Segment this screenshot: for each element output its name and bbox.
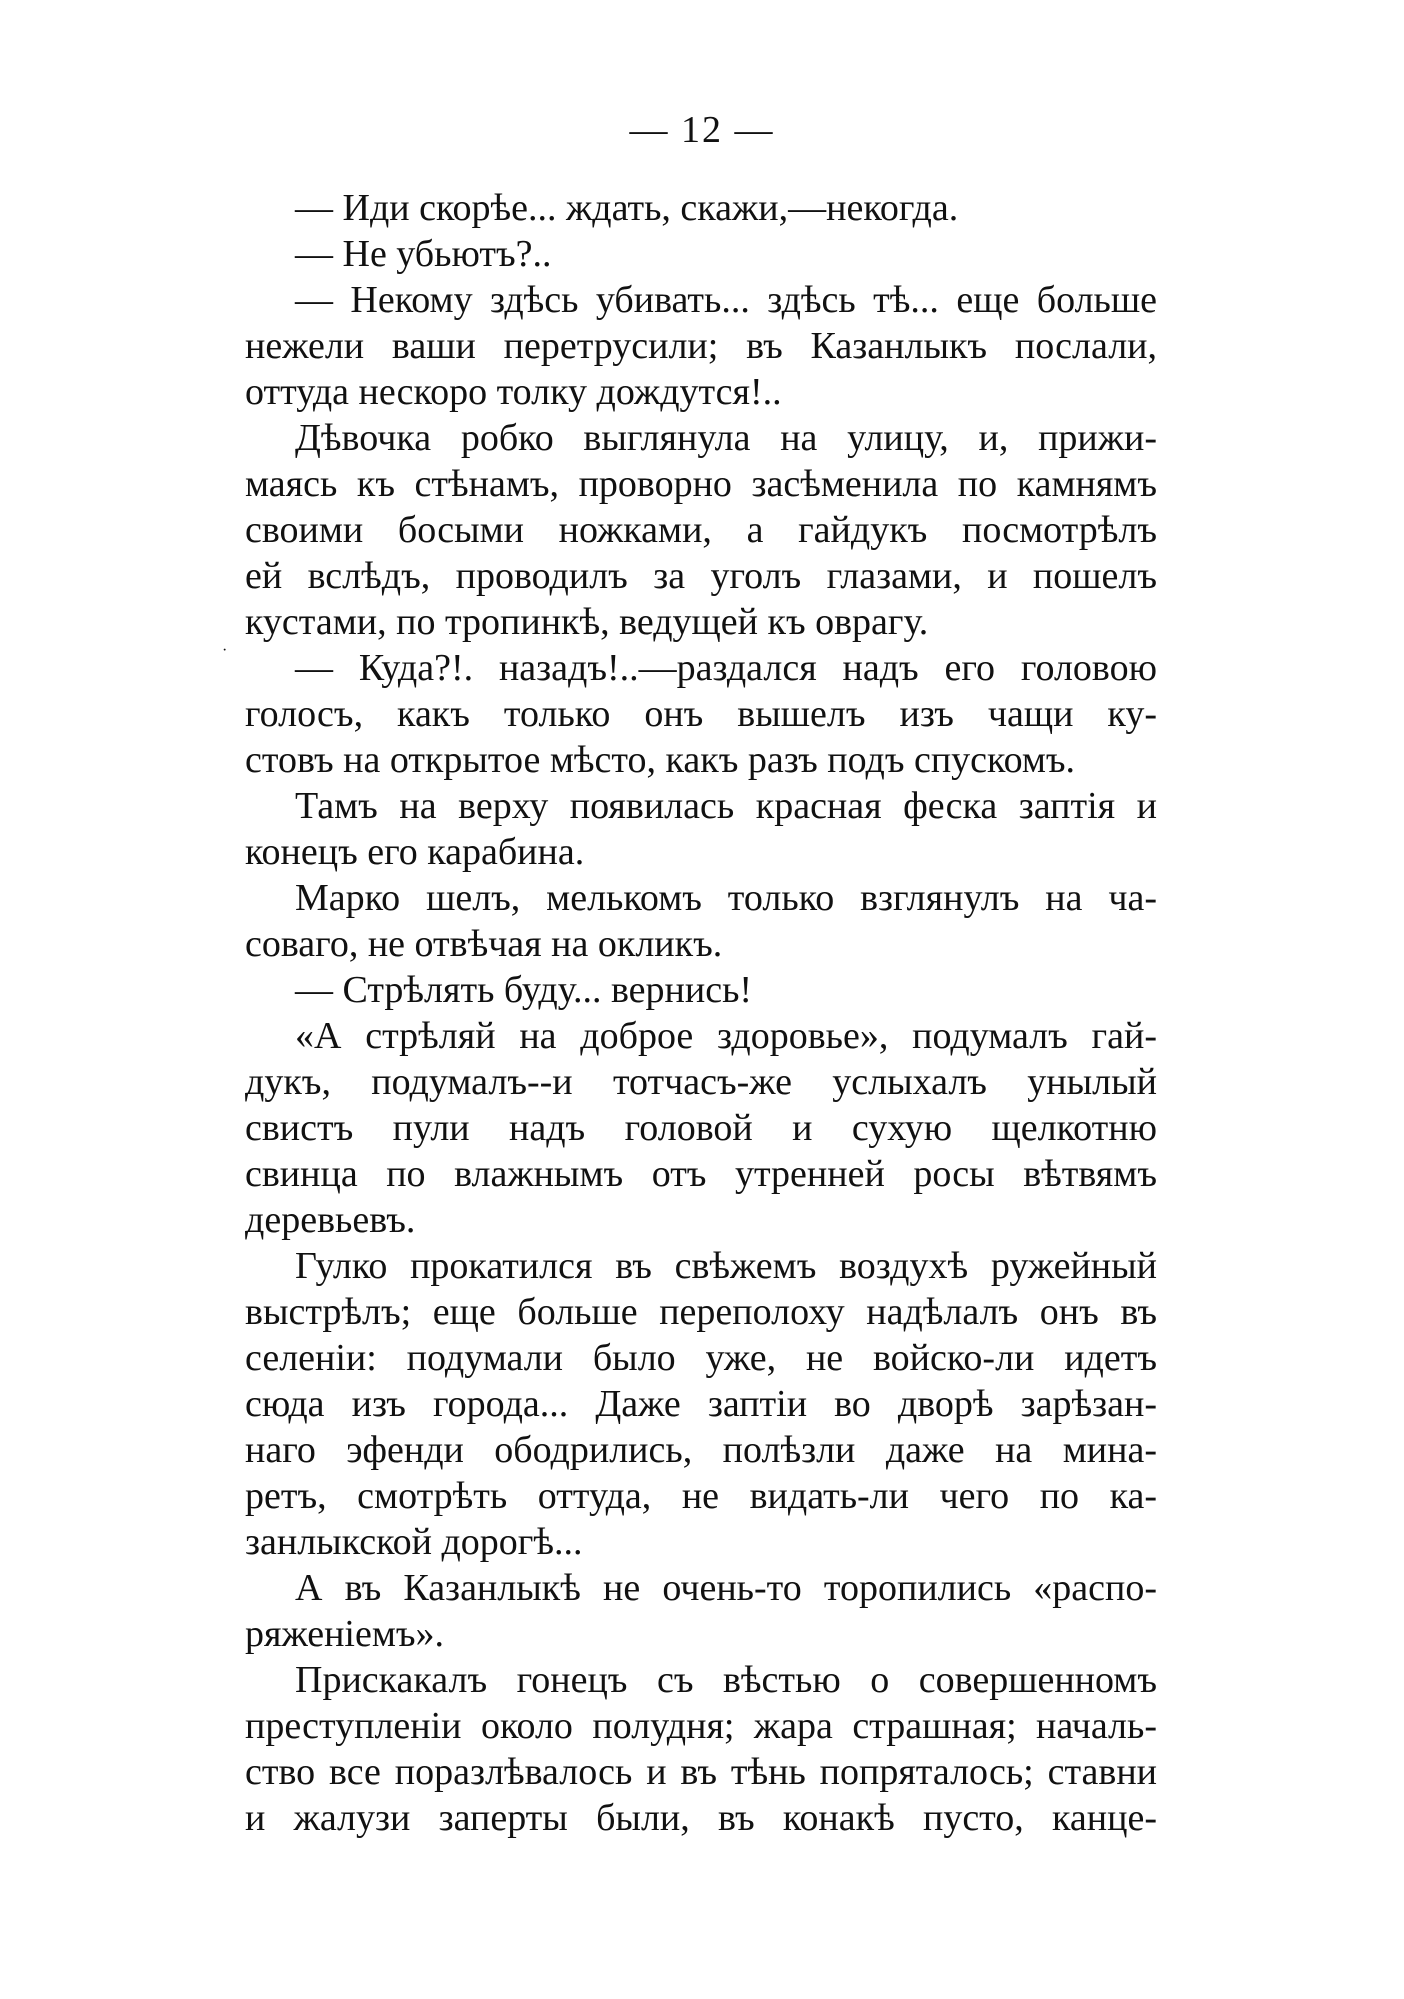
text-line: — Некому здѣсь убивать... здѣсь тѣ... еще больше	[295, 279, 1157, 321]
text-line: — Иди скорѣе... ждать, скажи,—некогда.	[295, 187, 959, 229]
text-line: преступленіи около полудня; жара страшная; началь-	[245, 1705, 1157, 1747]
text-line: селеніи: подумали было уже, не войско-ли идетъ	[245, 1337, 1157, 1379]
text-line: — Стрѣлять буду... вернись!	[295, 969, 753, 1011]
text-line: деревьевъ.	[245, 1199, 416, 1241]
text-line: соваго, не отвѣчая на окликъ.	[245, 923, 723, 965]
text-line: Дѣвочка робко выглянула на улицу, и, прижи-	[295, 417, 1157, 459]
text-line: Прискакалъ гонецъ съ вѣстью о совершенномъ	[295, 1659, 1157, 1701]
text-line: «А стрѣляй на доброе здоровье», подумалъ гай-	[295, 1015, 1157, 1057]
text-line: конецъ его карабина.	[245, 831, 585, 873]
text-line: — Куда?!. назадъ!..—раздался надъ его головою	[295, 647, 1157, 689]
text-line: Гулко прокатился въ свѣжемъ воздухѣ ружейный	[295, 1245, 1157, 1287]
text-line: свистъ пули надъ головой и сухую щелкотню	[245, 1107, 1157, 1149]
text-line: — Не убьютъ?..	[295, 233, 552, 275]
text-line: сюда изъ города... Даже заптіи во дворѣ зарѣзан-	[245, 1383, 1157, 1425]
text-line: дукъ, подумалъ--и тотчасъ-же услыхалъ унылый	[245, 1061, 1157, 1103]
text-line: и жалузи заперты были, въ конакѣ пусто, канце-	[245, 1797, 1157, 1839]
text-line: выстрѣлъ; еще больше переполоху надѣлалъ онъ въ	[245, 1291, 1157, 1333]
text-line: маясь къ стѣнамъ, проворно засѣменила по камнямъ	[245, 463, 1157, 505]
text-line: нежели ваши перетрусили; въ Казанлыкъ послали,	[245, 325, 1157, 367]
text-line: Тамъ на верху появилась красная феска заптія и	[295, 785, 1157, 827]
text-line: оттуда нескоро толку дождутся!..	[245, 371, 782, 413]
page-body-text	[245, 185, 1157, 1841]
text-line: занлыкской дорогѣ...	[245, 1521, 583, 1563]
text-line: ретъ, смотрѣть оттуда, не видать-ли чего по ка-	[245, 1475, 1157, 1517]
text-line: Марко шелъ, мелькомъ только взглянулъ на ча-	[295, 877, 1157, 919]
text-line: голосъ, какъ только онъ вышелъ изъ чащи ку-	[245, 693, 1157, 735]
text-line: своими босыми ножками, а гайдукъ посмотрѣлъ	[245, 509, 1157, 551]
text-line: А въ Казанлыкѣ не очень-то торопились «распо-	[295, 1567, 1157, 1609]
text-line: кустами, по тропинкѣ, ведущей къ оврагу.	[245, 601, 929, 643]
ink-speck: ·	[222, 642, 228, 659]
text-line: наго эфенди ободрились, полѣзли даже на мина-	[245, 1429, 1157, 1471]
page-number: — 12 —	[629, 109, 775, 151]
text-line: стовъ на открытое мѣсто, какъ разъ подъ спускомъ.	[245, 739, 1076, 781]
text-line: ство все поразлѣвалось и въ тѣнь попряталось; ставни	[245, 1751, 1157, 1793]
text-line: свинца по влажнымъ отъ утренней росы вѣтвямъ	[245, 1153, 1157, 1195]
text-line: ей вслѣдъ, проводилъ за уголъ глазами, и пошелъ	[245, 555, 1157, 597]
text-line: ряженіемъ».	[245, 1613, 445, 1655]
